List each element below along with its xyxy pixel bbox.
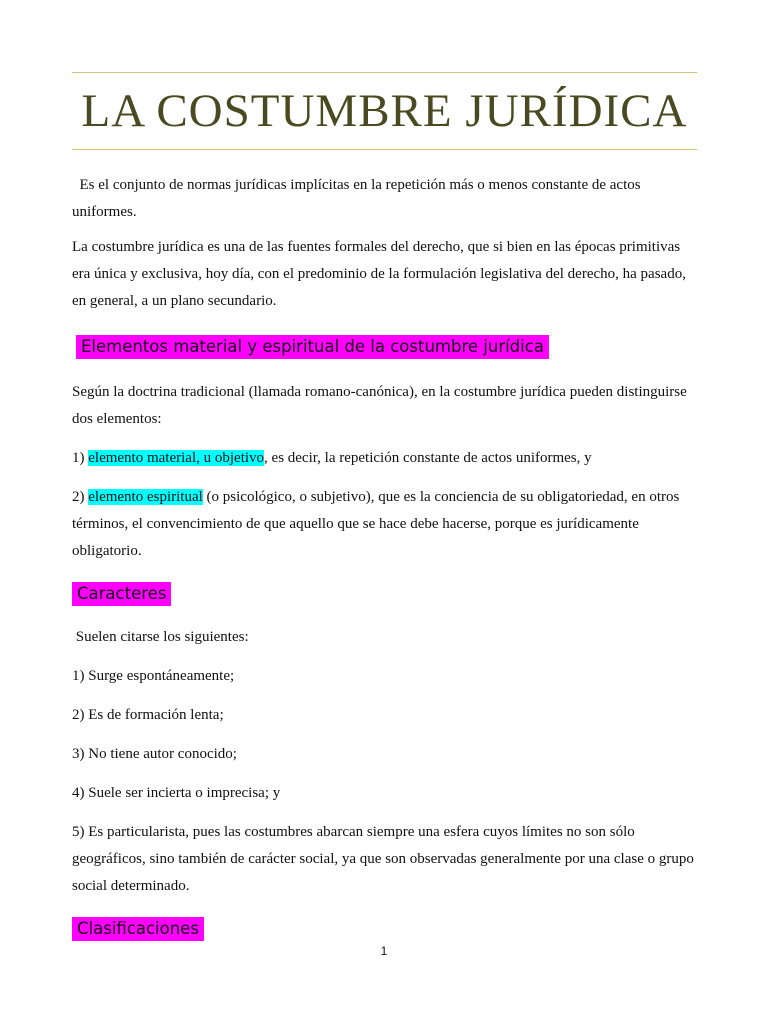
- intro-paragraph: Es el conjunto de normas jurídicas implícitas en la repetición más o menos constante de actos uniformes.: [72, 177, 645, 220]
- list-item: 3) No tiene autor conocido;: [72, 746, 237, 762]
- list-item: 4) Suele ser incierta o imprecisa; y: [72, 785, 281, 801]
- section-heading-caracteres: [72, 582, 697, 606]
- element-material-item: [72, 445, 697, 472]
- section-heading-elementos: [72, 335, 697, 359]
- title-top-rule: [72, 72, 697, 73]
- document-page: [72, 72, 697, 941]
- element2-highlight: elemento espiritual: [88, 489, 203, 505]
- document-title: LA COSTUMBRE JURÍDICA: [81, 85, 688, 137]
- section-heading-clasificaciones: [72, 917, 697, 941]
- heading-elementos-text: Elementos material y espiritual de la costumbre jurídica: [76, 335, 549, 359]
- page-number: 1: [380, 944, 388, 958]
- paragraph-fuentes: La costumbre jurídica es una de las fuentes formales del derecho, que si bien en las épocas primitivas era única y exclusiva, hoy día, con el predominio de la formulación legislativa del derecho, ha pasado, en general, a un plano secundario.: [72, 239, 686, 309]
- element1-highlight: elemento material, u objetivo: [88, 450, 265, 466]
- title-bottom-rule: [72, 149, 697, 150]
- element-espiritual-item: [72, 484, 697, 565]
- element2-prefix: 2): [72, 489, 89, 505]
- element1-rest: , es decir, la repetición constante de actos uniformes, y: [264, 450, 592, 466]
- list-item: 1) Surge espontáneamente;: [72, 668, 235, 684]
- heading-caracteres-text: Caracteres: [72, 582, 171, 606]
- paragraph-suelen: Suelen citarse los siguientes:: [72, 629, 249, 645]
- element2-rest: (o psicológico, o subjetivo), que es la conciencia de su obligatoriedad, en otros términos, el convencimiento de que aquello que se hace debe hacerse, porque es jurídicamente obligatorio.: [72, 489, 680, 559]
- heading-clasificaciones-text: Clasificaciones: [72, 917, 204, 941]
- paragraph-doctrina: Según la doctrina tradicional (llamada romano-canónica), en la costumbre jurídica pueden distinguirse dos elementos:: [72, 384, 687, 427]
- list-item: 2) Es de formación lenta;: [72, 707, 224, 723]
- element1-prefix: 1): [72, 450, 89, 466]
- list-item: 5) Es particularista, pues las costumbres abarcan siempre una esfera cuyos límites no son sólo geográficos, sino también de carácter social, ya que son observadas generalmente por una clase o grupo social determinado.: [72, 824, 694, 894]
